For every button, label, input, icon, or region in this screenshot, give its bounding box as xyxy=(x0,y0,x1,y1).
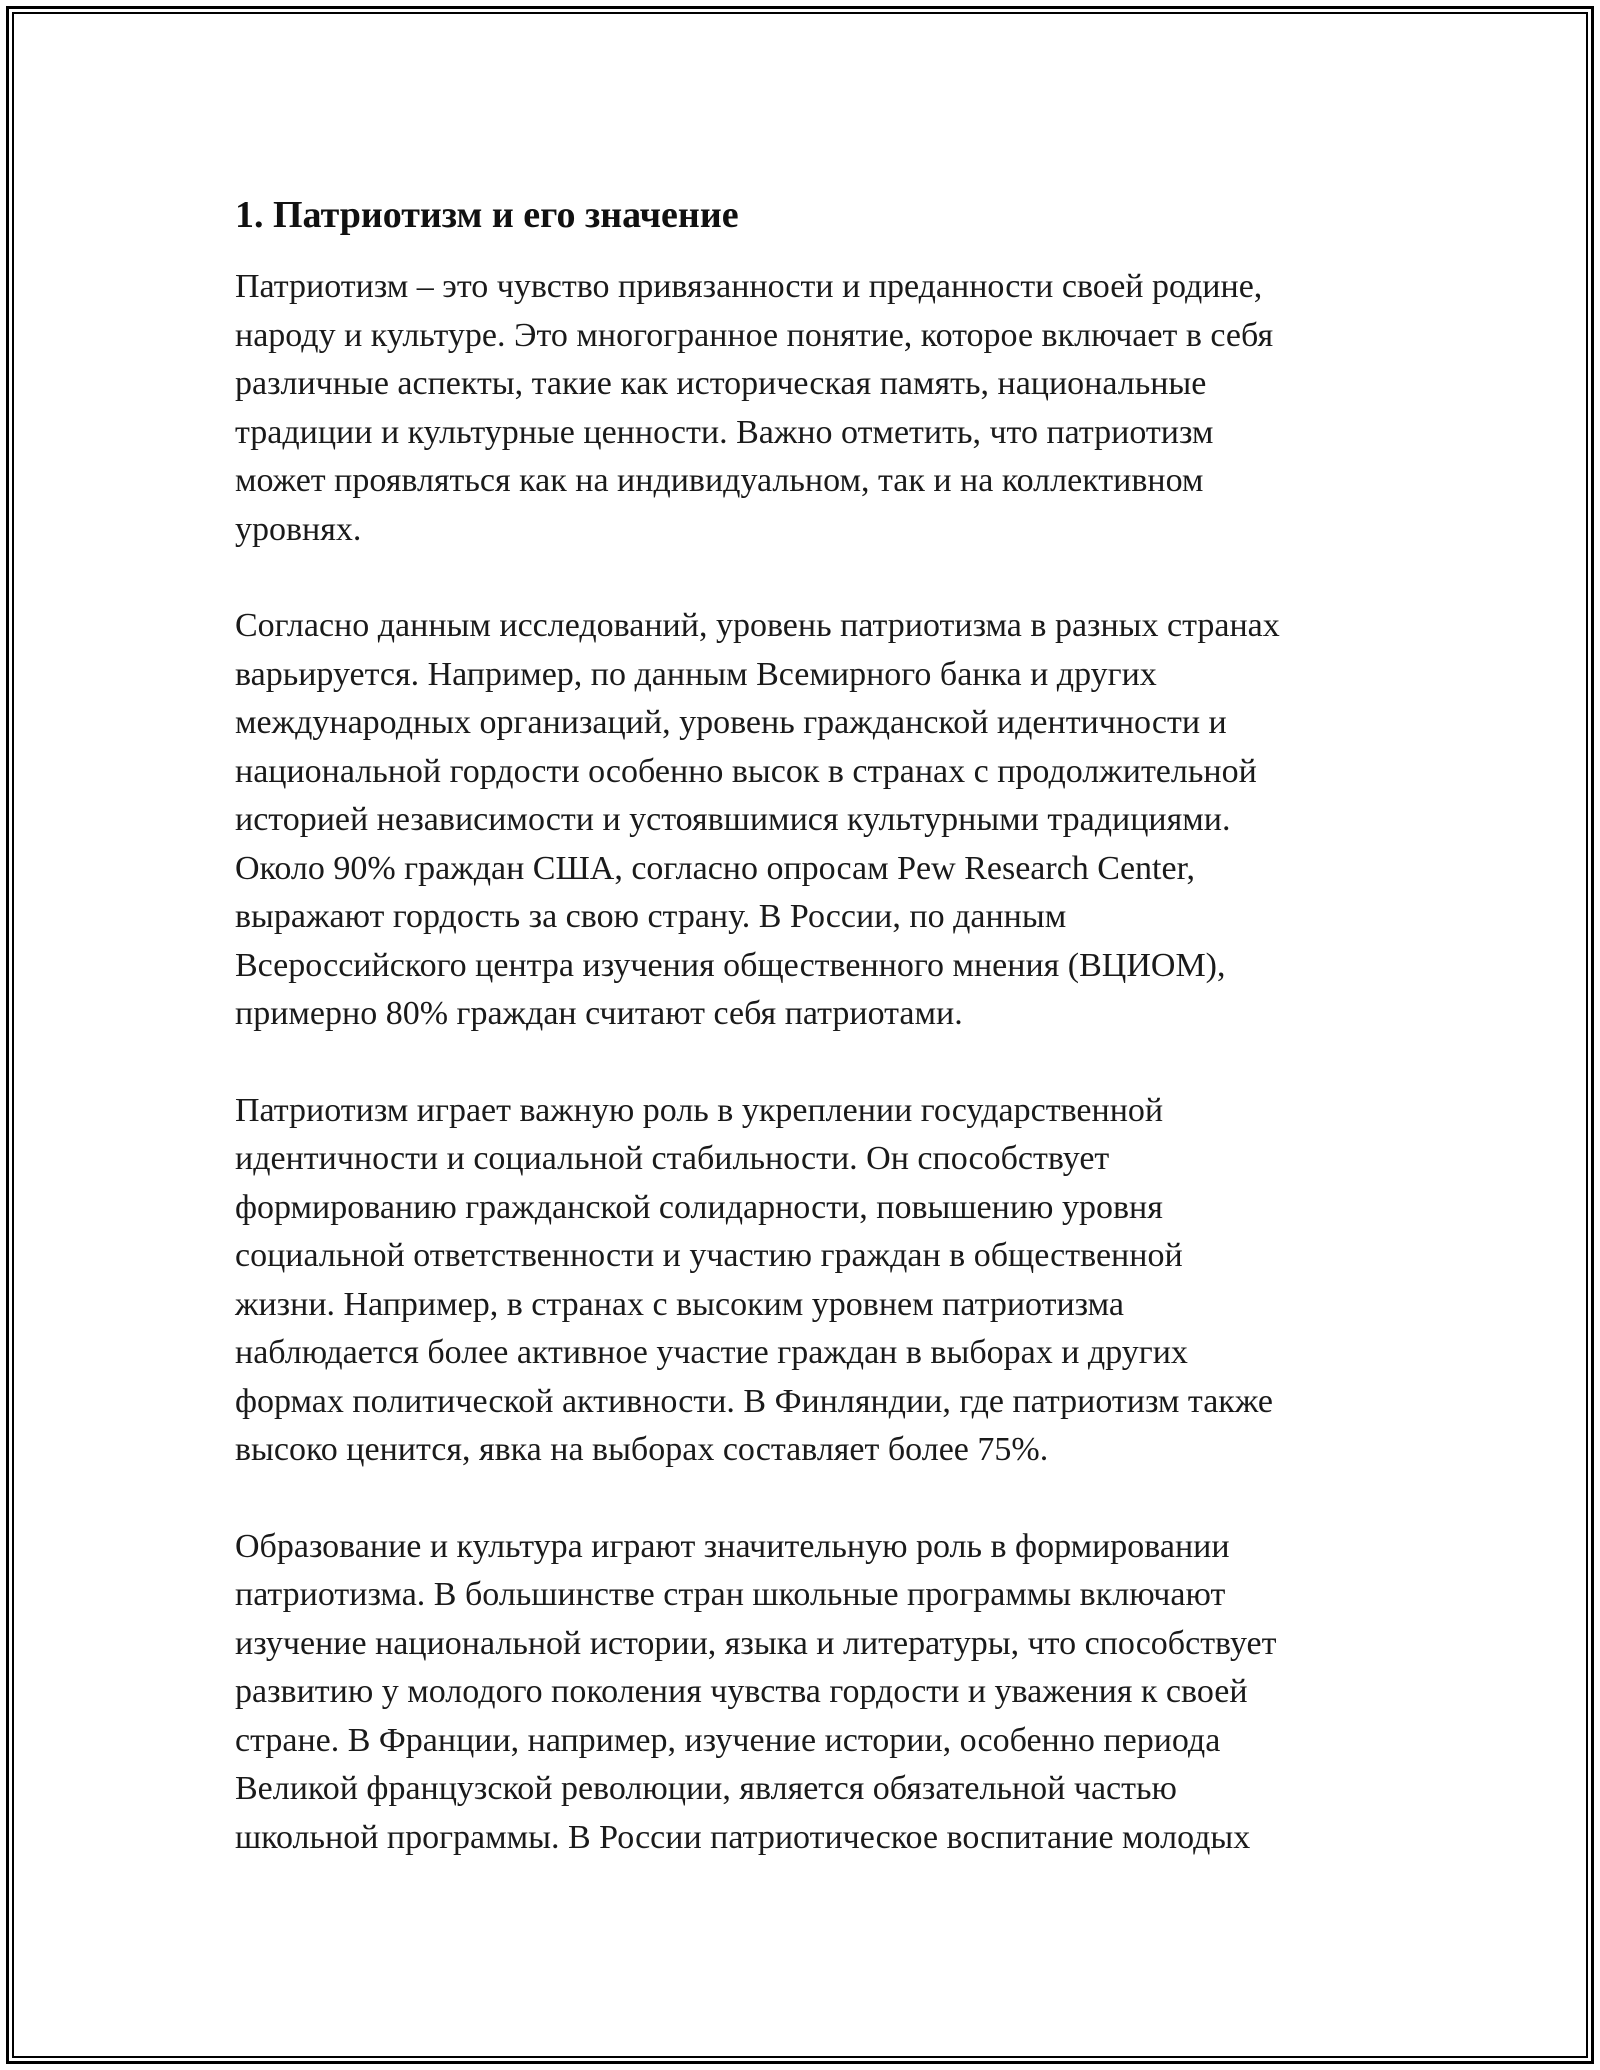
text-line: Около 90% граждан США, согласно опросам Pew Research Center, xyxy=(235,849,1196,887)
text-line: международных организаций, уровень гражданской идентичности и xyxy=(235,704,1227,741)
text-line: традиции и культурные ценности. Важно отметить, что патриотизм xyxy=(235,413,1214,451)
text-line: формированию гражданской солидарности, повышению уровня xyxy=(235,1188,1163,1226)
text-line: выражают гордость за свою страну. В России, по данным xyxy=(235,898,1067,935)
text-line: развитию у молодого поколения чувства гордости и уважения к своей xyxy=(235,1673,1248,1710)
text-line: наблюдается более активное участие граждан в выборах и других xyxy=(235,1334,1188,1371)
section-heading: 1. Патриотизм и его значение xyxy=(235,194,739,236)
text-line: варьируется. Например, по данным Всемирного банка и других xyxy=(235,655,1157,693)
document-body xyxy=(235,187,1415,1910)
text-line: Образование и культура играют значительную роль в формировании xyxy=(235,1527,1230,1565)
text-line: жизни. Например, в странах с высоким уровнем патриотизма xyxy=(235,1285,1124,1323)
text-line: народу и культуре. Это многогранное понятие, которое включает в себя xyxy=(235,316,1274,354)
text-line: Великой французской революции, является обязательной частью xyxy=(235,1770,1177,1807)
text-line: школьной программы. В России патриотическое воспитание молодых xyxy=(235,1818,1251,1856)
text-line: Согласно данным исследований, уровень патриотизма в разных странах xyxy=(235,607,1280,644)
text-line: социальной ответственности и участию граждан в общественной xyxy=(235,1237,1183,1274)
text-line: национальной гордости особенно высок в странах с продолжительной xyxy=(235,752,1257,790)
text-line: Патриотизм – это чувство привязанности и преданности своей родине, xyxy=(235,268,1263,305)
text-line: патриотизма. В большинстве стран школьные программы включают xyxy=(235,1576,1226,1613)
text-line: высоко ценится, явка на выборах составляет более 75%. xyxy=(235,1431,1049,1468)
text-line: Всероссийского центра изучения общественного мнения (ВЦИОМ), xyxy=(235,946,1226,984)
text-line: идентичности и социальной стабильности. Он способствует xyxy=(235,1140,1110,1177)
paragraph xyxy=(235,263,1415,554)
text-line: уровнях. xyxy=(235,510,362,548)
text-line: Патриотизм играет важную роль в укреплении государственной xyxy=(235,1091,1164,1129)
text-line: изучение национальной истории, языка и литературы, что способствует xyxy=(235,1624,1277,1662)
text-line: стране. В Франции, например, изучение истории, особенно периода xyxy=(235,1721,1221,1759)
paragraph xyxy=(235,1087,1415,1475)
text-line: формах политической активности. В Финляндии, где патриотизм также xyxy=(235,1382,1273,1420)
paragraph xyxy=(235,602,1415,1039)
text-line: различные аспекты, такие как историческая память, национальные xyxy=(235,365,1207,402)
text-line: примерно 80% граждан считают себя патриотами. xyxy=(235,995,963,1032)
paragraph-list xyxy=(235,263,1415,1862)
paragraph xyxy=(235,1523,1415,1863)
text-line: может проявляться как на индивидуальном, так и на коллективном xyxy=(235,462,1204,499)
text-line: историей независимости и устоявшимися культурными традициями. xyxy=(235,801,1231,838)
